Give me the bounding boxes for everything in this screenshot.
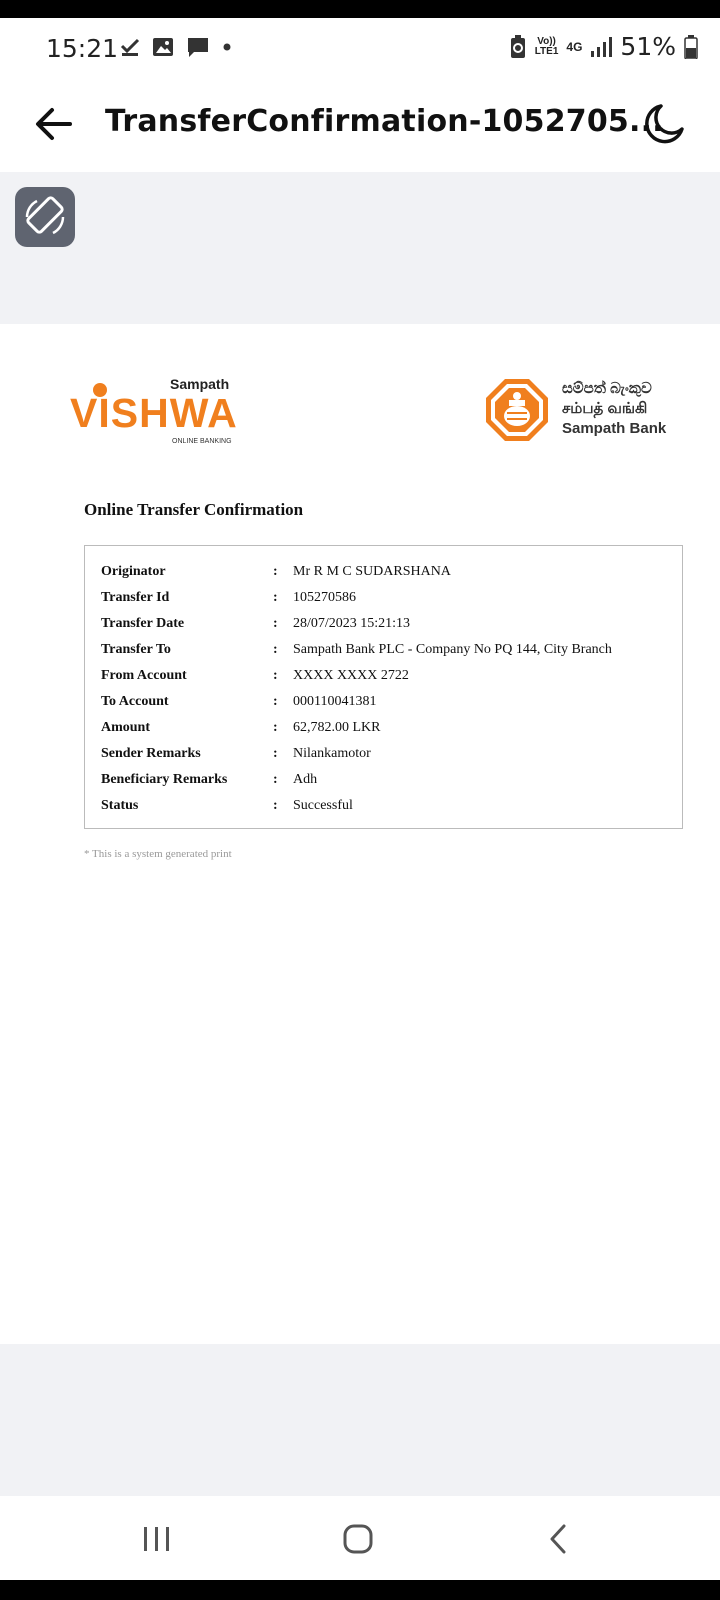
detail-separator: : — [273, 642, 278, 657]
detail-value: 000110041381 — [293, 694, 377, 709]
detail-label: Transfer Id — [101, 590, 170, 605]
status-time: 15:21 — [46, 34, 119, 63]
detail-row-sender-remarks — [101, 746, 681, 772]
detail-row-transfer-to — [101, 642, 681, 668]
back-arrow-icon[interactable] — [34, 106, 74, 142]
detail-separator: : — [273, 668, 278, 683]
moon-icon[interactable] — [644, 102, 686, 144]
vishwa-logo-online: ONLINE BANKING — [172, 438, 232, 445]
page-title: TransferConfirmation-1052705... — [105, 104, 664, 139]
check-icon — [120, 37, 140, 57]
image-icon — [152, 37, 174, 57]
battery-saver-icon — [509, 35, 527, 59]
detail-label: Amount — [101, 720, 151, 735]
home-icon[interactable] — [333, 1514, 383, 1564]
chat-icon — [186, 36, 210, 58]
detail-label: Sender Remarks — [101, 746, 201, 761]
system-status — [509, 32, 698, 61]
detail-row-beneficiary-remarks — [101, 772, 681, 798]
vishwa-logo — [70, 376, 240, 446]
detail-row-amount — [101, 720, 681, 746]
detail-separator: : — [273, 772, 278, 787]
detail-separator: : — [273, 720, 278, 735]
detail-separator: : — [273, 564, 278, 579]
detail-separator: : — [273, 798, 278, 813]
detail-value: 28/07/2023 15:21:13 — [293, 616, 411, 631]
detail-label: Transfer To — [101, 642, 171, 657]
sampath-bank-logo — [485, 378, 685, 448]
status-bar — [0, 18, 720, 76]
signal-icon — [590, 37, 612, 57]
transfer-details-box — [84, 545, 683, 829]
detail-separator: : — [273, 694, 278, 709]
pdf-page — [0, 324, 720, 1344]
viewer-bottom-margin — [0, 1344, 720, 1496]
detail-separator: : — [273, 616, 278, 631]
system-print-note: * This is a system generated print — [84, 848, 232, 860]
detail-separator: : — [273, 590, 278, 605]
rotate-icon — [15, 187, 75, 247]
detail-value: 62,782.00 LKR — [293, 720, 381, 735]
dot-icon — [222, 42, 232, 52]
detail-value: Adh — [293, 772, 318, 787]
viewer-top-margin — [0, 172, 720, 324]
bank-name-english: Sampath Bank — [562, 420, 667, 437]
detail-row-originator — [101, 564, 681, 590]
detail-label: From Account — [101, 668, 187, 683]
detail-label: Originator — [101, 564, 166, 579]
detail-label: Status — [101, 798, 139, 813]
detail-value: 105270586 — [293, 590, 356, 605]
bank-name-sinhala: සම්පත් බැංකුව — [562, 380, 652, 397]
vishwa-logo-sampath: Sampath — [170, 376, 230, 392]
back-nav-icon[interactable] — [534, 1514, 584, 1564]
vishwa-logo-wordmark: VISHWA — [70, 390, 238, 436]
bank-emblem-icon — [485, 378, 549, 442]
recents-icon[interactable] — [132, 1514, 182, 1564]
detail-value: Successful — [293, 798, 353, 813]
detail-value: Sampath Bank PLC - Company No PQ 144, City Branch — [293, 642, 612, 657]
battery-icon — [684, 35, 698, 59]
net-type: 4G — [566, 39, 583, 54]
notification-icons — [120, 36, 232, 58]
detail-row-transfer-date — [101, 616, 681, 642]
app-bar — [0, 76, 720, 172]
network-label: Vo)) LTE1 — [534, 35, 559, 57]
detail-separator: : — [273, 746, 278, 761]
detail-label: To Account — [101, 694, 169, 709]
document-title: Online Transfer Confirmation — [84, 500, 304, 519]
detail-value: Mr R M C SUDARSHANA — [293, 564, 451, 579]
detail-value: XXXX XXXX 2722 — [293, 668, 409, 683]
detail-value: Nilankamotor — [293, 746, 371, 761]
rotate-button[interactable] — [15, 187, 75, 247]
detail-row-status — [101, 798, 681, 824]
bank-name-tamil: சம்பத் வங்கி — [562, 400, 648, 417]
detail-row-transfer-id — [101, 590, 681, 616]
detail-row-from-account — [101, 668, 681, 694]
navigation-bar — [0, 1496, 720, 1580]
detail-row-to-account — [101, 694, 681, 720]
detail-label: Transfer Date — [101, 616, 185, 631]
detail-label: Beneficiary Remarks — [101, 772, 228, 787]
battery-level: 51% — [620, 32, 676, 61]
